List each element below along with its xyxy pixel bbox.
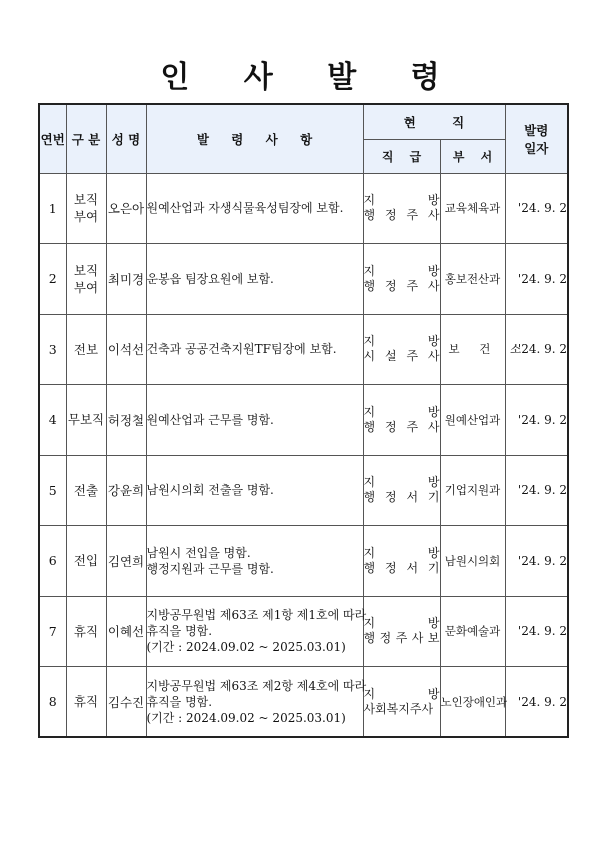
row-action (146, 455, 363, 526)
rank-char: 주 (406, 419, 419, 434)
row-category (66, 667, 106, 738)
table-row (39, 173, 568, 244)
action-line: 원예산업과 자생식물육성팀장에 보함. (146, 201, 344, 216)
row-rank (363, 526, 440, 597)
rank-char: 정 (384, 490, 397, 505)
rank-char: 주 (406, 208, 419, 223)
row-person-name: 허정철 (106, 385, 146, 456)
rank-top (364, 193, 440, 208)
row-category (66, 314, 106, 385)
header-category: 구 분 (66, 104, 106, 173)
row-department: 원예산업과 (440, 385, 505, 456)
action-line: 지방공무원법 제63조 제2항 제4호에 따라 (146, 678, 367, 693)
rank-char: 사 (427, 349, 440, 364)
rank-top-left: 지 (363, 404, 376, 419)
rank-top-left: 지 (363, 686, 376, 701)
row-date: '24. 9. 2 (505, 455, 568, 526)
row-date: '24. 9. 2 (505, 596, 568, 667)
rank-char: 사 (411, 631, 424, 646)
action-line: 휴직을 명함. (146, 694, 213, 709)
row-date: '24. 9. 2 (505, 244, 568, 315)
rank-char: 사 (427, 208, 440, 223)
row-number: 3 (39, 314, 66, 385)
header-name: 성 명 (106, 104, 146, 173)
row-department: 홍보전산과 (440, 244, 505, 315)
rank-top (364, 546, 440, 561)
rank-top (364, 687, 440, 702)
row-category (66, 455, 106, 526)
rank-bottom-text: 사회복지주사 (363, 701, 434, 716)
rank-top (364, 264, 440, 279)
row-date: '24. 9. 2 (505, 526, 568, 597)
rank-bottom (364, 490, 440, 505)
row-department: 보 건 소 (440, 314, 505, 385)
rank-top-left: 지 (363, 263, 376, 278)
rank-char: 정 (384, 208, 397, 223)
header-rank: 직 급 (363, 139, 440, 173)
rank-char: 행 (363, 278, 376, 293)
table-row (39, 667, 568, 738)
row-category (66, 173, 106, 244)
row-rank (363, 244, 440, 315)
rank-top (364, 475, 440, 490)
rank-top-right: 방 (427, 193, 440, 208)
row-category (66, 596, 106, 667)
row-department: 기업지원과 (440, 455, 505, 526)
row-rank (363, 314, 440, 385)
row-number: 1 (39, 173, 66, 244)
action-line: 남원시의회 전출을 명함. (146, 483, 274, 498)
rank-char: 행 (363, 419, 376, 434)
row-person-name: 오은아 (106, 173, 146, 244)
row-person-name: 최미경 (106, 244, 146, 315)
table-row (39, 385, 568, 456)
action-line: (기간 : 2024.09.02 ~ 2025.03.01) (146, 640, 346, 655)
table-row (39, 314, 568, 385)
action-line: 건축과 공공건축지원TF팀장에 보함. (146, 342, 337, 357)
rank-top-right: 방 (427, 475, 440, 490)
action-line: 운봉읍 팀장요원에 보함. (146, 271, 274, 286)
rank-char: 행 (363, 631, 376, 646)
rank-char: 기 (427, 560, 440, 575)
row-person-name: 이혜선 (106, 596, 146, 667)
category-line: 전보 (73, 341, 99, 357)
action-line: (기간 : 2024.09.02 ~ 2025.03.01) (146, 710, 346, 725)
rank-top (364, 616, 440, 631)
action-line: 지방공무원법 제63조 제1항 제1호에 따라 (146, 608, 367, 623)
rank-char: 주 (406, 349, 419, 364)
row-department: 문화예술과 (440, 596, 505, 667)
rank-top-left: 지 (363, 334, 376, 349)
category-line: 전입 (73, 553, 99, 569)
category-line: 휴직 (73, 694, 99, 709)
rank-bottom (364, 279, 440, 294)
category-line: 전출 (73, 482, 99, 498)
action-line: 원예산업과 근무를 명함. (146, 412, 274, 427)
rank-char: 정 (384, 419, 397, 434)
header-date-line2: 일자 (524, 140, 549, 156)
rank-char: 서 (406, 560, 419, 575)
action-line: 남원시 전입을 명함. (146, 545, 251, 560)
rank-char: 정 (379, 631, 392, 646)
row-number: 8 (39, 667, 66, 738)
row-rank (363, 667, 440, 738)
row-number: 5 (39, 455, 66, 526)
rank-bottom (364, 349, 440, 364)
row-department: 남원시의회 (440, 526, 505, 597)
rank-char: 주 (395, 631, 408, 646)
row-action (146, 173, 363, 244)
rank-top-right: 방 (427, 616, 440, 631)
rank-char: 보 (427, 631, 440, 646)
rank-bottom (364, 702, 440, 717)
table-row (39, 526, 568, 597)
rank-top-right: 방 (427, 545, 440, 560)
row-date: '24. 9. 2 (505, 385, 568, 456)
category-line: 무보직 (67, 412, 105, 428)
row-number: 2 (39, 244, 66, 315)
row-date: '24. 9. 2 (505, 667, 568, 738)
rank-top-left: 지 (363, 616, 376, 631)
rank-bottom (364, 561, 440, 576)
row-category (66, 526, 106, 597)
rank-char: 설 (384, 349, 397, 364)
row-action (146, 385, 363, 456)
row-rank (363, 385, 440, 456)
rank-char: 정 (384, 278, 397, 293)
row-rank (363, 173, 440, 244)
row-action (146, 526, 363, 597)
header-dept: 부 서 (440, 139, 505, 173)
row-number: 6 (39, 526, 66, 597)
row-person-name: 이석선 (106, 314, 146, 385)
table-row (39, 244, 568, 315)
rank-char: 행 (363, 208, 376, 223)
rank-char: 행 (363, 560, 376, 575)
rank-char: 사 (427, 278, 440, 293)
row-rank (363, 455, 440, 526)
row-date: '24. 9. 2 (505, 173, 568, 244)
row-number: 4 (39, 385, 66, 456)
row-department: 노인장애인과 (440, 667, 505, 738)
rank-top-right: 방 (427, 263, 440, 278)
row-number: 7 (39, 596, 66, 667)
rank-top-right: 방 (427, 686, 440, 701)
rank-char: 기 (427, 490, 440, 505)
category-line: 보직 (73, 192, 99, 208)
row-category (66, 385, 106, 456)
header-date (505, 104, 568, 173)
row-category (66, 244, 106, 315)
action-line: 휴직을 명함. (146, 624, 213, 639)
row-action (146, 667, 367, 738)
rank-top (364, 334, 440, 349)
rank-bottom (364, 631, 440, 646)
row-action (146, 244, 363, 315)
category-line: 보직 (73, 262, 99, 278)
rank-bottom (364, 420, 440, 435)
category-line: 휴직 (73, 623, 99, 639)
rank-top-right: 방 (427, 334, 440, 349)
rank-bottom (364, 208, 440, 223)
row-action (146, 596, 367, 667)
header-current: 현 직 (363, 104, 505, 139)
header-action: 발 령 사 항 (146, 104, 363, 173)
rank-char: 시 (363, 349, 376, 364)
table-row (39, 596, 568, 667)
row-action (146, 314, 363, 385)
rank-char: 행 (363, 490, 376, 505)
rank-char: 주 (406, 278, 419, 293)
rank-top-left: 지 (363, 475, 376, 490)
category-line: 부여 (73, 209, 99, 225)
header-date-line1: 발령 (524, 122, 549, 138)
personnel-table (38, 103, 569, 738)
rank-top-left: 지 (363, 193, 376, 208)
row-rank (363, 596, 440, 667)
row-person-name: 김연희 (106, 526, 146, 597)
category-line: 부여 (73, 279, 99, 295)
rank-char: 사 (427, 419, 440, 434)
rank-char: 정 (384, 560, 397, 575)
action-line: 행정지원과 근무를 명함. (146, 561, 274, 576)
row-person-name: 강윤희 (106, 455, 146, 526)
table-row (39, 455, 568, 526)
page-title: 인 사 발 령 (160, 60, 462, 95)
rank-top-right: 방 (427, 404, 440, 419)
row-department: 교육체육과 (440, 173, 505, 244)
row-person-name: 김수진 (106, 667, 146, 738)
rank-char: 서 (406, 490, 419, 505)
row-date: '24. 9. 2 (505, 314, 568, 385)
rank-top (364, 405, 440, 420)
header-no: 연번 (39, 104, 66, 173)
rank-top-left: 지 (363, 545, 376, 560)
